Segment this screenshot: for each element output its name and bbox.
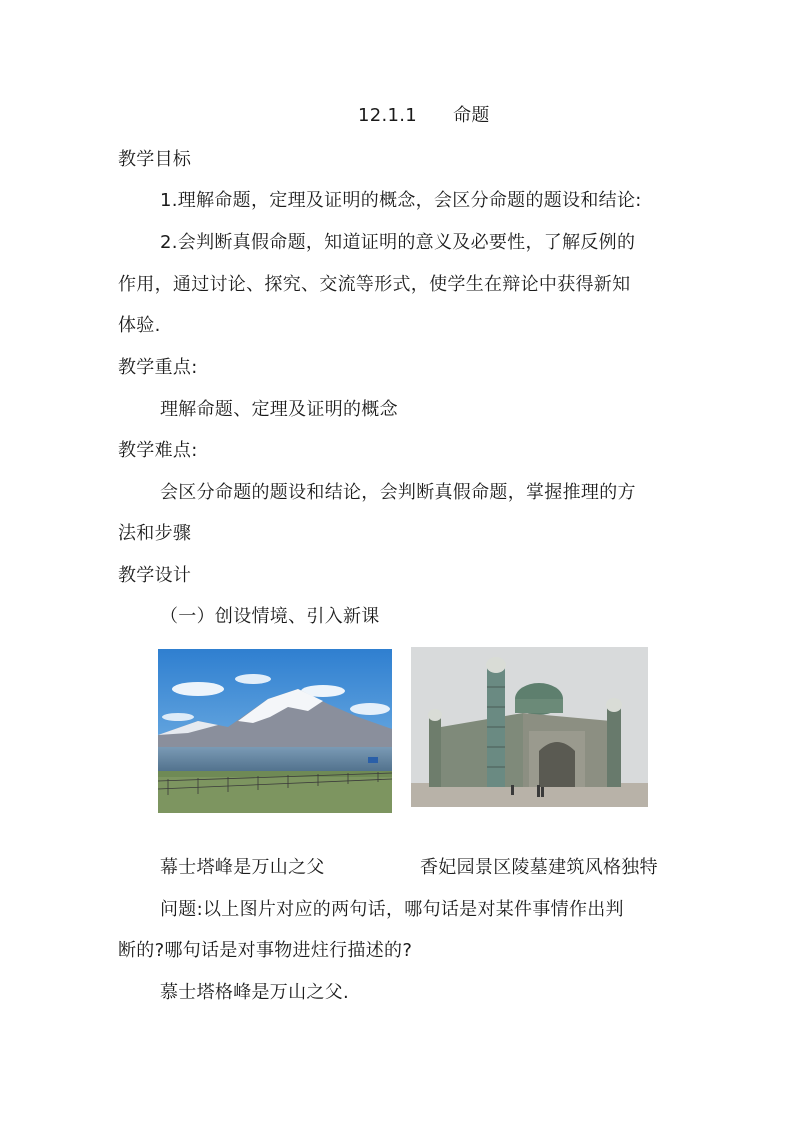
design-heading: 教学设计 [118, 565, 192, 586]
goal-2-line-3: 体验. [118, 315, 161, 336]
left-caption: 幕士塔峰是万山之父 [160, 857, 325, 878]
question-line-2: 断的?哪句话是对事物进炷行描述的? [118, 940, 413, 961]
page-title [358, 104, 490, 128]
goal-2-line-2: 作用，通过讨论、探究、交流等形式，使学生在辩论中获得新知 [118, 274, 631, 295]
mountain-lake-photo [158, 649, 392, 813]
goals-heading: 教学目标 [118, 149, 192, 170]
goal-2-line-1: 2.会判断真假命题，知道证明的意义及必要性，了解反例的 [160, 232, 636, 253]
right-caption: 香妃园景区陵墓建筑风格独特 [420, 857, 658, 878]
question-line-1: 问题:以上图片对应的两句话，哪句话是对某件事情作出判 [160, 899, 624, 920]
section-number: 12.1.1 [358, 105, 418, 126]
step-1: （一）创设情境、引入新课 [160, 606, 380, 627]
key-text: 理解命题、定理及证明的概念 [160, 399, 398, 420]
difficulty-line-1: 会区分命题的题设和结论，会判断真假命题，掌握推理的方 [160, 482, 636, 503]
mausoleum-photo [411, 647, 648, 807]
difficulty-line-2: 法和步骤 [118, 523, 192, 544]
goal-1: 1.理解命题，定理及证明的概念，会区分命题的题设和结论: [160, 190, 642, 211]
answer-line: 慕士塔格峰是万山之父. [160, 982, 350, 1003]
key-heading: 教学重点: [118, 357, 198, 378]
title-text: 命题 [453, 105, 490, 126]
difficulty-heading: 教学难点: [118, 440, 198, 461]
